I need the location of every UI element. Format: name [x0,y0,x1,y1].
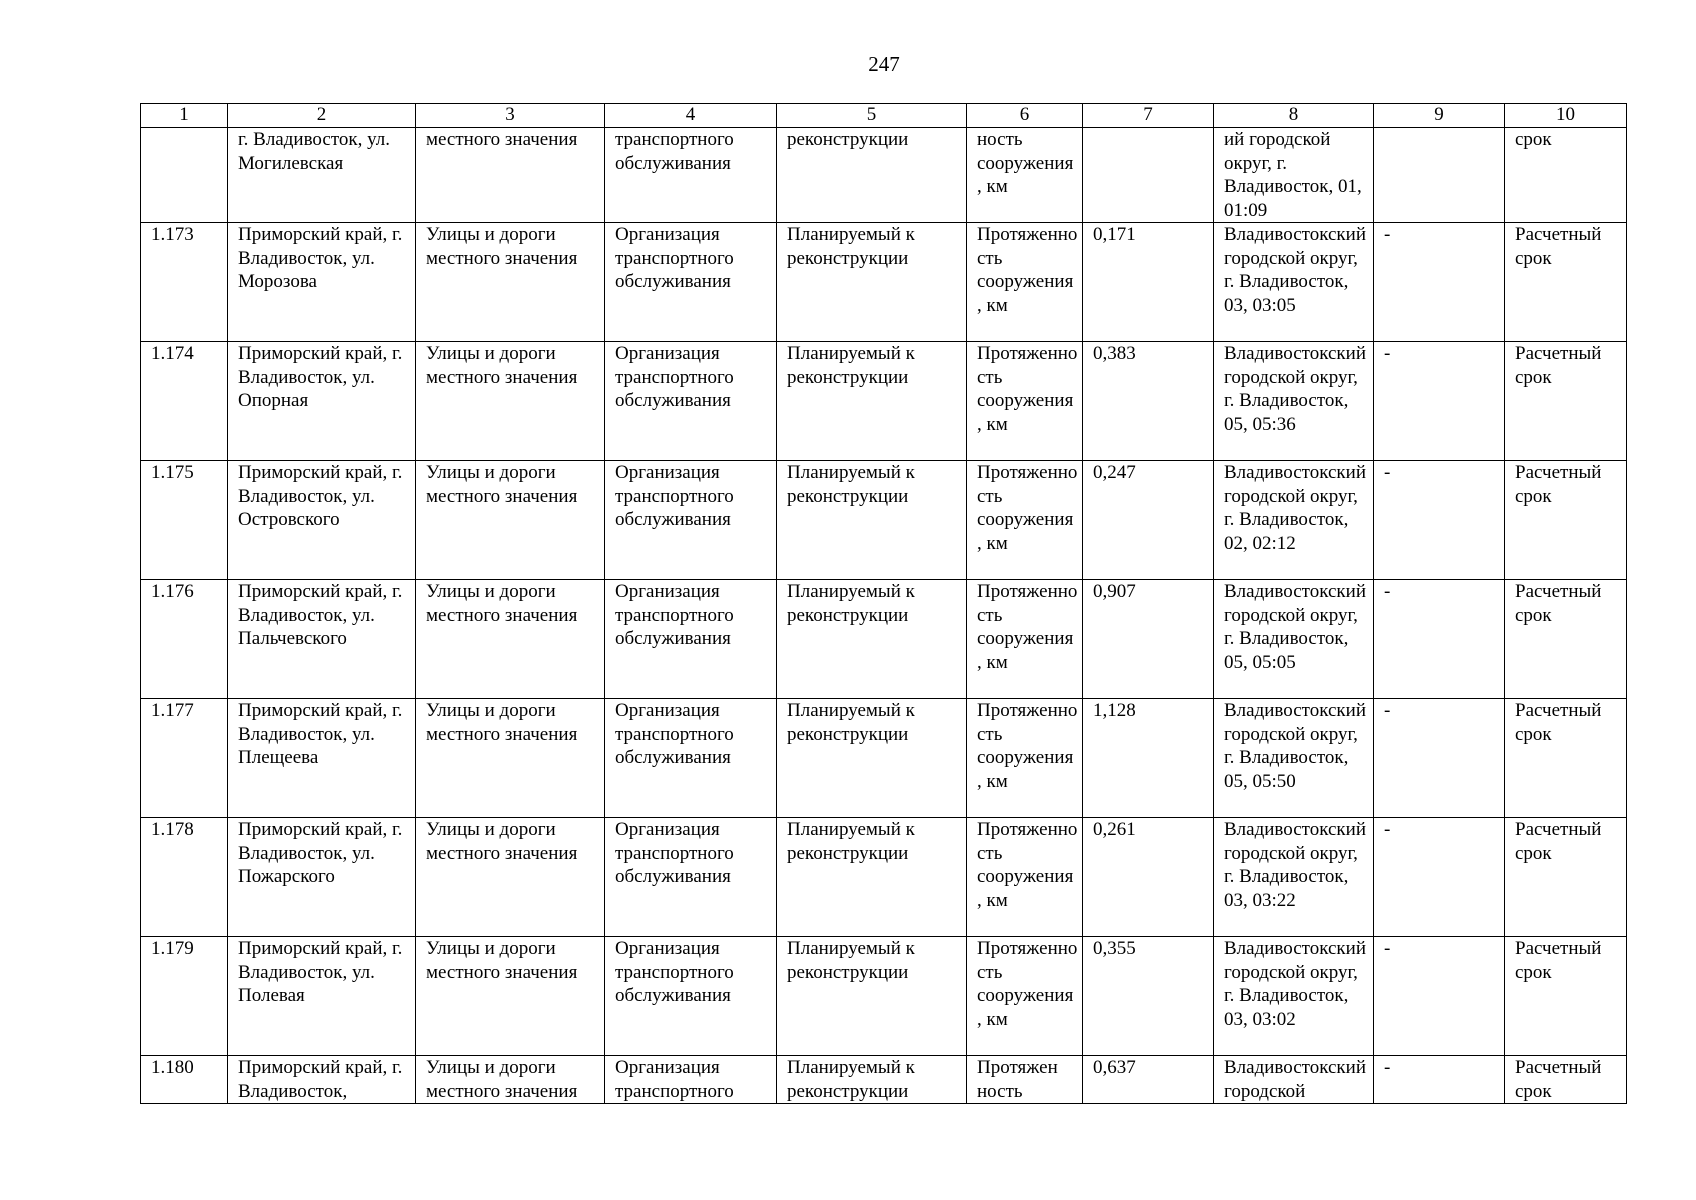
characteristic-name: Протяженность сооружения, км [967,342,1083,461]
object-status: Планируемый к реконструкции [777,818,967,937]
object-type: Улицы и дороги местного значения [416,937,605,1056]
object-location: Приморский край, г. Владивосток, ул. Плещеева [228,699,416,818]
protection-zone [1374,128,1505,223]
characteristic-name: Протяженность сооружения, км [967,699,1083,818]
characteristic-value: 1,128 [1083,699,1214,818]
data-table [140,103,1627,1104]
table-row [141,342,1627,461]
column-header: 5 [777,104,967,128]
implementation-term: срок [1505,128,1627,223]
implementation-term: Расчетный срок [1505,1056,1627,1104]
object-status: Планируемый к реконструкции [777,461,967,580]
characteristic-name: Протяженность сооружения, км [967,937,1083,1056]
district-info: Владивостокский городской округ, г. Владивосток, 05, 05:05 [1214,580,1374,699]
column-header: 9 [1374,104,1505,128]
implementation-term: Расчетный срок [1505,937,1627,1056]
object-purpose: Организация транспортного обслуживания [605,937,777,1056]
object-status: Планируемый к реконструкции [777,342,967,461]
table-row [141,1056,1627,1104]
district-info: ий городской округ, г. Владивосток, 01, 01:09 [1214,128,1374,223]
row-number: 1.180 [141,1056,228,1104]
district-info: Владивостокский городской округ, г. Владивосток, 05, 05:36 [1214,342,1374,461]
protection-zone: - [1374,580,1505,699]
column-header: 4 [605,104,777,128]
object-location: Приморский край, г. Владивосток, [228,1056,416,1104]
object-location: Приморский край, г. Владивосток, ул. Морозова [228,223,416,342]
protection-zone: - [1374,461,1505,580]
object-location: Приморский край, г. Владивосток, ул. Пальчевского [228,580,416,699]
column-header: 3 [416,104,605,128]
object-status: Планируемый к реконструкции [777,1056,967,1104]
object-location: Приморский край, г. Владивосток, ул. Пожарского [228,818,416,937]
page-number: 247 [868,52,900,76]
characteristic-value: 0,261 [1083,818,1214,937]
row-number: 1.178 [141,818,228,937]
object-type: Улицы и дороги местного значения [416,580,605,699]
object-purpose: Организация транспортного [605,1056,777,1104]
table-row [141,128,1627,223]
object-location: г. Владивосток, ул. Могилевская [228,128,416,223]
object-type: Улицы и дороги местного значения [416,342,605,461]
object-type: Улицы и дороги местного значения [416,818,605,937]
object-purpose: Организация транспортного обслуживания [605,223,777,342]
district-info: Владивостокский городской округ, г. Владивосток, 05, 05:50 [1214,699,1374,818]
protection-zone: - [1374,818,1505,937]
object-status: реконструкции [777,128,967,223]
protection-zone: - [1374,699,1505,818]
characteristic-value: 0,637 [1083,1056,1214,1104]
column-header: 7 [1083,104,1214,128]
row-number: 1.173 [141,223,228,342]
table-row [141,937,1627,1056]
district-info: Владивостокский городской округ, г. Владивосток, 03, 03:22 [1214,818,1374,937]
object-type: Улицы и дороги местного значения [416,461,605,580]
table-row [141,699,1627,818]
column-header: 8 [1214,104,1374,128]
characteristic-name: Протяженность сооружения, км [967,223,1083,342]
row-number: 1.175 [141,461,228,580]
characteristic-value: 0,907 [1083,580,1214,699]
object-purpose: Организация транспортного обслуживания [605,342,777,461]
district-info: Владивостокский городской округ, г. Владивосток, 02, 02:12 [1214,461,1374,580]
object-purpose: Организация транспортного обслуживания [605,580,777,699]
object-type: Улицы и дороги местного значения [416,1056,605,1104]
object-type: Улицы и дороги местного значения [416,223,605,342]
characteristic-value: 0,171 [1083,223,1214,342]
object-status: Планируемый к реконструкции [777,937,967,1056]
implementation-term: Расчетный срок [1505,223,1627,342]
protection-zone: - [1374,223,1505,342]
column-header: 6 [967,104,1083,128]
object-type: местного значения [416,128,605,223]
column-header: 1 [141,104,228,128]
implementation-term: Расчетный срок [1505,580,1627,699]
characteristic-name: Протяженность сооружения, км [967,818,1083,937]
characteristic-name: Протяженность сооружения, км [967,580,1083,699]
characteristic-name: Протяженность сооружения, км [967,461,1083,580]
characteristic-value: 0,247 [1083,461,1214,580]
characteristic-value [1083,128,1214,223]
protection-zone: - [1374,342,1505,461]
row-number: 1.174 [141,342,228,461]
row-number: 1.177 [141,699,228,818]
protection-zone: - [1374,1056,1505,1104]
district-info: Владивостокский городской [1214,1056,1374,1104]
object-purpose: транспортного обслуживания [605,128,777,223]
object-type: Улицы и дороги местного значения [416,699,605,818]
row-number: 1.179 [141,937,228,1056]
characteristic-value: 0,383 [1083,342,1214,461]
column-header: 10 [1505,104,1627,128]
implementation-term: Расчетный срок [1505,699,1627,818]
object-location: Приморский край, г. Владивосток, ул. Полевая [228,937,416,1056]
object-purpose: Организация транспортного обслуживания [605,699,777,818]
implementation-term: Расчетный срок [1505,461,1627,580]
table-row [141,580,1627,699]
characteristic-value: 0,355 [1083,937,1214,1056]
object-status: Планируемый к реконструкции [777,223,967,342]
row-number [141,128,228,223]
implementation-term: Расчетный срок [1505,342,1627,461]
column-number-row [141,104,1627,128]
implementation-term: Расчетный срок [1505,818,1627,937]
district-info: Владивостокский городской округ, г. Владивосток, 03, 03:02 [1214,937,1374,1056]
district-info: Владивостокский городской округ, г. Владивосток, 03, 03:05 [1214,223,1374,342]
object-location: Приморский край, г. Владивосток, ул. Опорная [228,342,416,461]
table-row [141,461,1627,580]
object-purpose: Организация транспортного обслуживания [605,461,777,580]
object-purpose: Организация транспортного обслуживания [605,818,777,937]
protection-zone: - [1374,937,1505,1056]
object-status: Планируемый к реконструкции [777,699,967,818]
column-header: 2 [228,104,416,128]
characteristic-name: ность сооружения, км [967,128,1083,223]
characteristic-name: Протяжен ность [967,1056,1083,1104]
object-location: Приморский край, г. Владивосток, ул. Островского [228,461,416,580]
object-status: Планируемый к реконструкции [777,580,967,699]
row-number: 1.176 [141,580,228,699]
table-row [141,818,1627,937]
table-row [141,223,1627,342]
